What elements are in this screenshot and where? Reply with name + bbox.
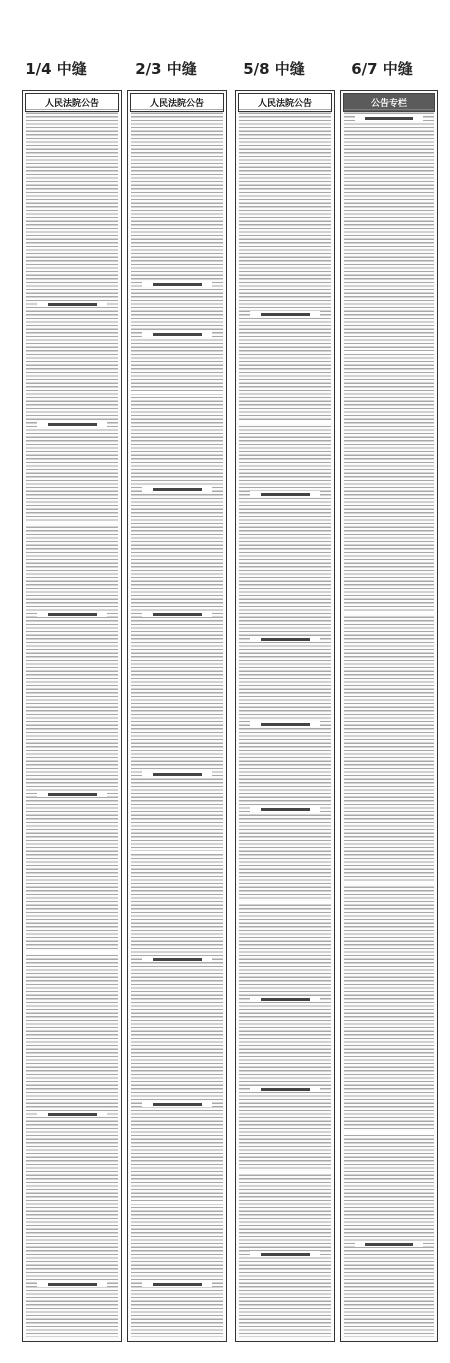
- column-title-2: 2/3 中缝: [135, 60, 197, 78]
- column-2-gutter: [127, 90, 227, 1342]
- column-2-body: [131, 109, 223, 1337]
- column-1-body: [26, 109, 118, 1337]
- column-title-1: 1/4 中缝: [25, 60, 87, 78]
- column-3-header: 人民法院公告: [238, 93, 332, 112]
- column-4-header: 公告专栏: [343, 93, 435, 112]
- column-title-4: 6/7 中缝: [351, 60, 413, 78]
- column-title-3: 5/8 中缝: [243, 60, 305, 78]
- column-1-header: 人民法院公告: [25, 93, 119, 112]
- column-3-gutter: [235, 90, 335, 1342]
- column-4-body: [344, 109, 434, 1337]
- column-4-gutter: [340, 90, 438, 1342]
- column-2-header: 人民法院公告: [130, 93, 224, 112]
- column-1-gutter: [22, 90, 122, 1342]
